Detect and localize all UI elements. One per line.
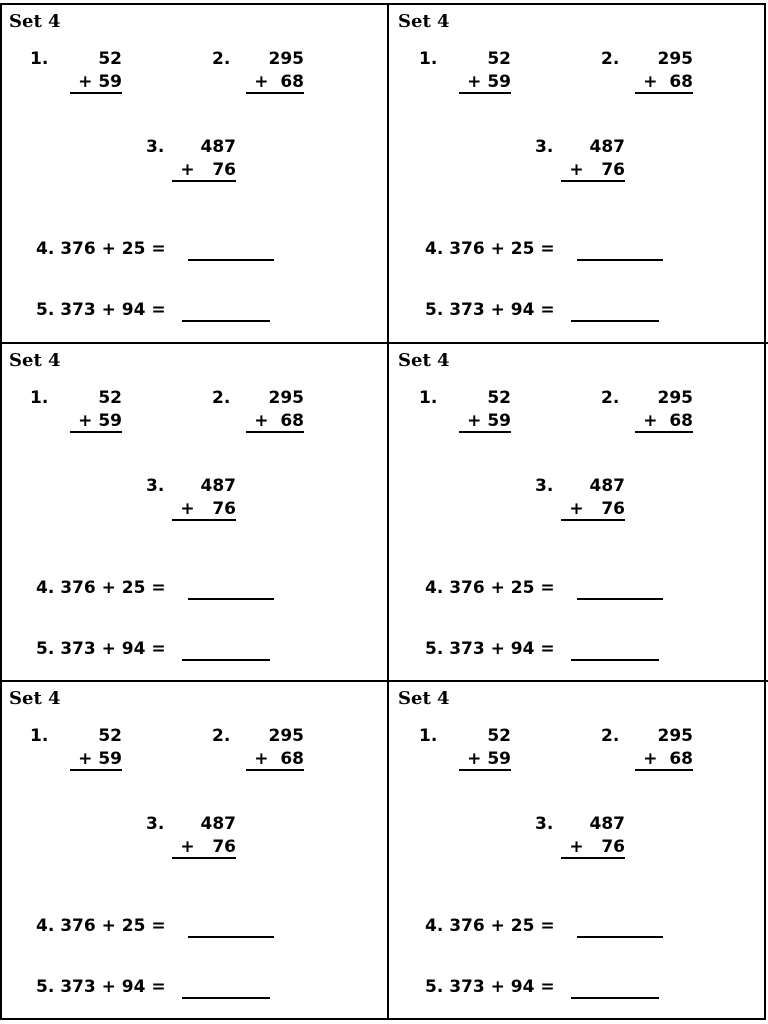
problem-2-addend: + 68 [635, 72, 693, 94]
problem-2-number: 2. [212, 49, 231, 69]
problem-3-addend: + 76 [172, 837, 236, 859]
problem-3-addend: + 76 [172, 499, 236, 521]
card-title: Set 4 [398, 11, 450, 32]
problem-3-number: 3. [535, 476, 554, 496]
problem-3-top: 487 [589, 814, 625, 834]
problem-5-equation: 5. 373 + 94 = [425, 300, 555, 320]
problem-5-answer-blank[interactable] [182, 320, 270, 322]
problem-5-answer-blank[interactable] [571, 997, 659, 999]
problem-4-equation: 4. 376 + 25 = [425, 239, 555, 259]
problem-1-addend: + 59 [70, 749, 122, 771]
problem-3-top: 487 [589, 137, 625, 157]
problem-5-equation: 5. 373 + 94 = [36, 300, 166, 320]
problem-1-addend: + 59 [70, 72, 122, 94]
problem-3-top: 487 [200, 476, 236, 496]
problem-2-top: 295 [268, 388, 304, 408]
worksheet-card [389, 680, 768, 1018]
problem-2-number: 2. [601, 49, 620, 69]
card-title: Set 4 [398, 688, 450, 709]
worksheet-card [389, 342, 768, 680]
problem-4-equation: 4. 376 + 25 = [425, 578, 555, 598]
problem-1-number: 1. [30, 49, 49, 69]
problem-4-answer-blank[interactable] [577, 598, 663, 600]
problem-2-top: 295 [657, 388, 693, 408]
problem-4-answer-blank[interactable] [577, 259, 663, 261]
problem-2-top: 295 [268, 49, 304, 69]
problem-5-equation: 5. 373 + 94 = [425, 977, 555, 997]
problem-1-addend: + 59 [459, 411, 511, 433]
problem-4-equation: 4. 376 + 25 = [425, 916, 555, 936]
problem-4-answer-blank[interactable] [188, 598, 274, 600]
problem-1-top: 52 [98, 726, 122, 746]
problem-2-top: 295 [268, 726, 304, 746]
problem-2-addend: + 68 [635, 749, 693, 771]
problem-3-number: 3. [146, 814, 165, 834]
worksheet-card [0, 3, 388, 341]
problem-4-equation: 4. 376 + 25 = [36, 916, 166, 936]
card-title: Set 4 [398, 350, 450, 371]
problem-3-top: 487 [589, 476, 625, 496]
problem-5-equation: 5. 373 + 94 = [425, 639, 555, 659]
problem-1-number: 1. [30, 388, 49, 408]
problem-4-equation: 4. 376 + 25 = [36, 578, 166, 598]
problem-2-number: 2. [212, 726, 231, 746]
problem-3-addend: + 76 [561, 837, 625, 859]
card-title: Set 4 [9, 350, 61, 371]
problem-1-addend: + 59 [459, 72, 511, 94]
problem-1-top: 52 [487, 726, 511, 746]
problem-2-addend: + 68 [246, 749, 304, 771]
problem-4-answer-blank[interactable] [577, 936, 663, 938]
problem-1-number: 1. [419, 49, 438, 69]
problem-2-top: 295 [657, 49, 693, 69]
worksheet-card [0, 342, 388, 680]
worksheet-card [389, 3, 768, 341]
problem-4-answer-blank[interactable] [188, 936, 274, 938]
worksheet-card [0, 680, 388, 1018]
problem-2-number: 2. [601, 388, 620, 408]
problem-2-addend: + 68 [246, 72, 304, 94]
problem-3-addend: + 76 [172, 160, 236, 182]
problem-1-top: 52 [487, 49, 511, 69]
problem-1-addend: + 59 [459, 749, 511, 771]
problem-2-addend: + 68 [246, 411, 304, 433]
problem-1-top: 52 [98, 388, 122, 408]
problem-2-top: 295 [657, 726, 693, 746]
problem-5-answer-blank[interactable] [182, 997, 270, 999]
problem-3-top: 487 [200, 137, 236, 157]
problem-3-number: 3. [535, 814, 554, 834]
problem-5-answer-blank[interactable] [571, 659, 659, 661]
problem-5-equation: 5. 373 + 94 = [36, 639, 166, 659]
problem-1-top: 52 [98, 49, 122, 69]
problem-2-addend: + 68 [635, 411, 693, 433]
problem-4-answer-blank[interactable] [188, 259, 274, 261]
problem-5-answer-blank[interactable] [182, 659, 270, 661]
problem-2-number: 2. [601, 726, 620, 746]
card-title: Set 4 [9, 11, 61, 32]
problem-4-equation: 4. 376 + 25 = [36, 239, 166, 259]
problem-3-number: 3. [535, 137, 554, 157]
problem-3-top: 487 [200, 814, 236, 834]
problem-1-top: 52 [487, 388, 511, 408]
problem-1-number: 1. [419, 726, 438, 746]
problem-1-number: 1. [419, 388, 438, 408]
problem-2-number: 2. [212, 388, 231, 408]
problem-3-addend: + 76 [561, 160, 625, 182]
problem-1-number: 1. [30, 726, 49, 746]
problem-1-addend: + 59 [70, 411, 122, 433]
problem-3-number: 3. [146, 137, 165, 157]
problem-5-answer-blank[interactable] [571, 320, 659, 322]
problem-3-addend: + 76 [561, 499, 625, 521]
problem-5-equation: 5. 373 + 94 = [36, 977, 166, 997]
problem-3-number: 3. [146, 476, 165, 496]
card-title: Set 4 [9, 688, 61, 709]
